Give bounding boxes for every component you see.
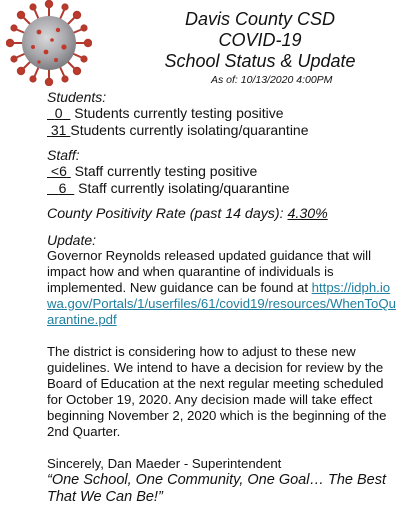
title-line-covid: COVID-19 bbox=[218, 30, 302, 50]
document-body bbox=[47, 89, 399, 506]
district-motto: “One School, One Community, One Goal… The Best That We Can Be!” bbox=[47, 472, 387, 505]
coronavirus-image bbox=[6, 0, 92, 86]
staff-positive-text: Staff currently testing positive bbox=[74, 163, 258, 179]
county-positivity-label: County Positivity Rate (past 14 days): bbox=[47, 206, 284, 222]
title-line-status: School Status & Update bbox=[164, 51, 356, 71]
students-positive-text: Students currently testing positive bbox=[74, 105, 284, 121]
county-positivity-rate: 4.30% bbox=[287, 206, 328, 222]
staff-label: Staff: bbox=[47, 147, 80, 163]
students-label: Students: bbox=[47, 89, 107, 105]
students-positive-count: 0 bbox=[54, 105, 63, 121]
update-paragraph-district: The district is considering how to adjust to these new guidelines. We intend to have a decision for review by the Board of Education at the next regular meeting scheduled for October 19, 2020. Any decision made will take effect beginning November 2, 2020 which is the beginning of the 2nd Quarter. bbox=[47, 344, 387, 439]
title-line-district: Davis County CSD bbox=[184, 9, 336, 29]
students-isolating-row bbox=[47, 122, 399, 139]
quarantine-guidance-link[interactable]: https://idph.iowa.gov/Portals/1/userfiles/61/covid19/resources/WhenToQuarantine.pdf bbox=[47, 280, 396, 327]
staff-positive-row bbox=[47, 163, 399, 180]
students-positive-row bbox=[47, 105, 399, 122]
as-of-timestamp: As of: 10/13/2020 4:00PM bbox=[211, 74, 333, 86]
signature: Sincerely, Dan Maeder - Superintendent bbox=[47, 456, 282, 471]
students-isolating-count: 31 bbox=[50, 121, 67, 138]
update-paragraph-guidance: Governor Reynolds released updated guidance that will impact how and when quarantine of individuals is implemented. New guidance can be found at https://idph.iowa.gov/Portals/1/userfiles/61/covid19/resources/WhenToQuarantine.pdf bbox=[47, 248, 396, 327]
students-isolating-text: Students currently isolating/quarantine bbox=[70, 121, 309, 138]
staff-isolating-count: 6 bbox=[58, 179, 67, 196]
update-label: Update: bbox=[47, 232, 97, 248]
staff-isolating-row bbox=[47, 180, 399, 197]
document-title bbox=[128, 9, 392, 72]
staff-isolating-text: Staff currently isolating/quarantine bbox=[78, 179, 290, 196]
staff-positive-count: <6 bbox=[50, 163, 67, 179]
county-positivity-row bbox=[47, 206, 399, 222]
virus-body bbox=[22, 16, 76, 70]
